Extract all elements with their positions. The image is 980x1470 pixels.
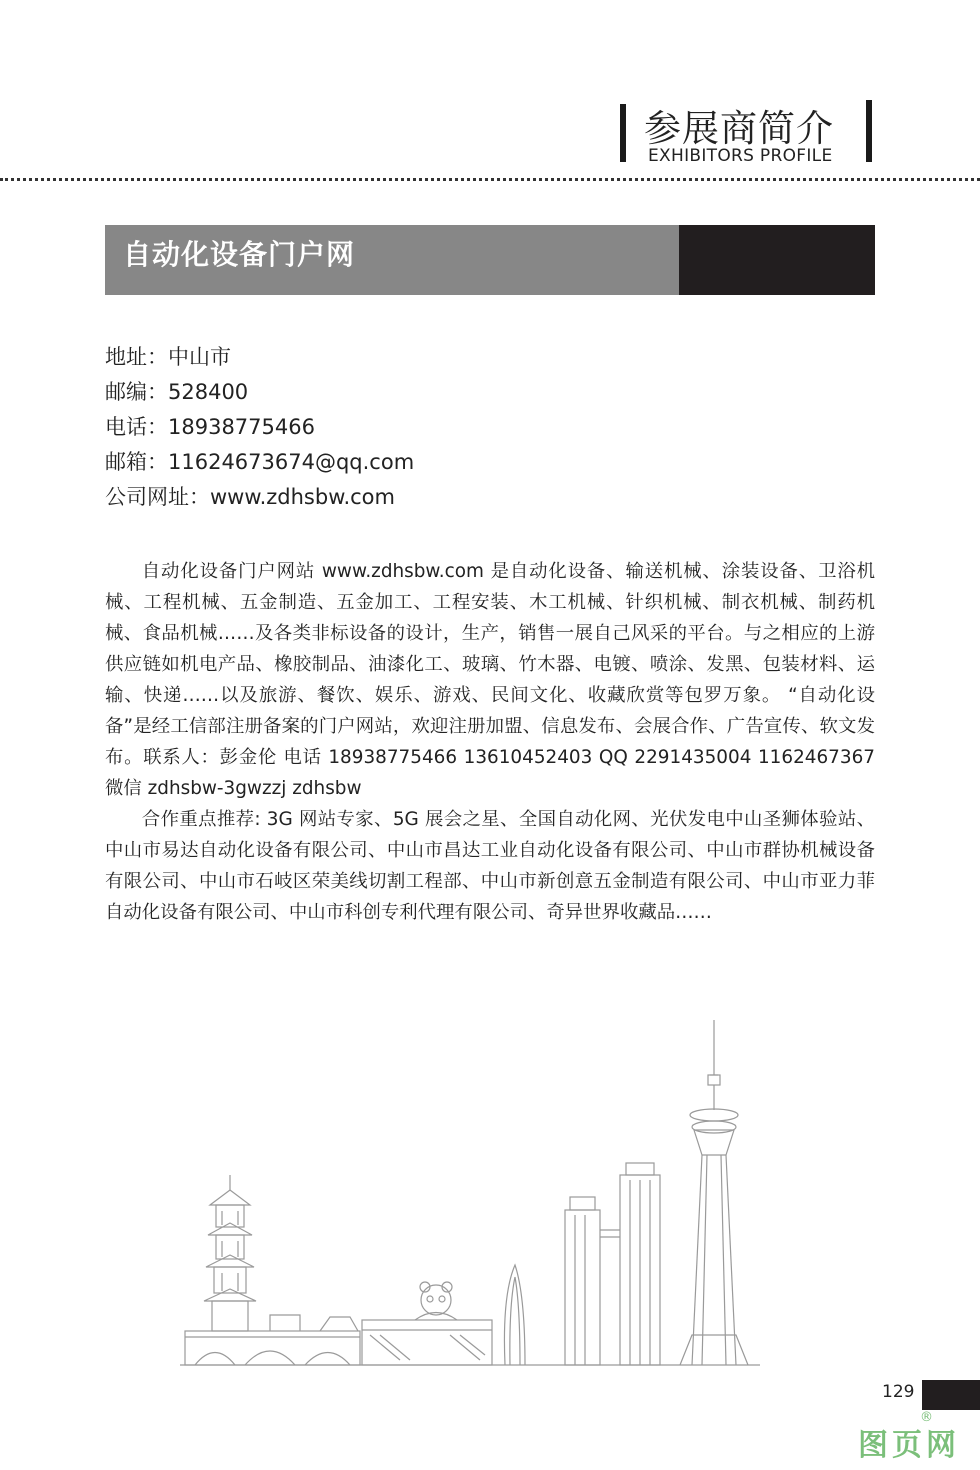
- pagoda-illustration: [204, 1175, 256, 1331]
- city-skyline-illustration: [180, 1015, 760, 1370]
- tv-tower-illustration: [680, 1020, 748, 1365]
- section-title: 参展商简介: [644, 107, 834, 150]
- postcode-line: 邮编：528400: [105, 380, 249, 404]
- header-left-bar: [620, 104, 626, 162]
- arch-bridge-illustration: [185, 1315, 360, 1365]
- panda-plaza-illustration: [362, 1282, 492, 1365]
- watermark-registered-mark: ®: [920, 1410, 933, 1425]
- twin-towers-illustration: [565, 1163, 660, 1365]
- watermark: 图页网: [858, 1428, 960, 1463]
- dotted-divider: [0, 178, 980, 181]
- section-header: [620, 96, 880, 166]
- company-banner: [105, 225, 875, 295]
- company-name: 自动化设备门户网: [123, 238, 356, 271]
- page-number-tab: [922, 1380, 980, 1410]
- partners-paragraph: 合作重点推荐: 3G 网站专家、5G 展会之星、全国自动化网、光伏发电中山圣狮体验站、中山市易达自动化设备有限公司、中山市昌达工业自动化设备有限公司、中山市群协机械设备有限公司、中山市石岐区荣美线切割工程部、中山市新创意五金制造有限公司、中山市亚力菲自动化设备有限公司、中山市科创专利代理有限公司、奇异世界收藏品……: [105, 809, 875, 923]
- website-line: 公司网址：www.zdhsbw.com: [105, 485, 395, 509]
- address-line: 地址：中山市: [105, 345, 231, 369]
- contact-info: [105, 340, 865, 515]
- page-number: 129: [882, 1382, 915, 1402]
- section-subtitle: EXHIBITORS PROFILE: [648, 146, 833, 166]
- banner-dark-block: [679, 225, 875, 295]
- description-paragraph: 自动化设备门户网站 www.zdhsbw.com 是自动化设备、输送机械、涂装设备、卫浴机械、工程机械、五金制造、五金加工、工程安装、木工机械、针织机械、制衣机械、制药机械、食品机械……及各类非标设备的设计，生产，销售一展自己风采的平台。与之相应的上游供应链如机电产品、橡胶制品、油漆化工、玻璃、竹木器、电镀、喷涂、发黑、包装材料、运输、快递……以及旅游、餐饮、娱乐、游戏、民间文化、收藏欣赏等包罗万象。 “自动化设备”是经工信部注册备案的门户网站，欢迎注册加盟、信息发布、会展合作、广告宣传、软文发布。联系人：彭金伦 电话 18938775466 13610452403 QQ 2291435004 1162467367 微信 zdhsbw-3gwzzj zdhsbw: [105, 561, 875, 799]
- header-right-bar: [866, 100, 872, 162]
- phone-line: 电话：18938775466: [105, 415, 315, 439]
- curved-tower-illustration: [504, 1265, 525, 1365]
- email-line: 邮箱：11624673674@qq.com: [105, 450, 415, 474]
- company-description: [105, 556, 875, 928]
